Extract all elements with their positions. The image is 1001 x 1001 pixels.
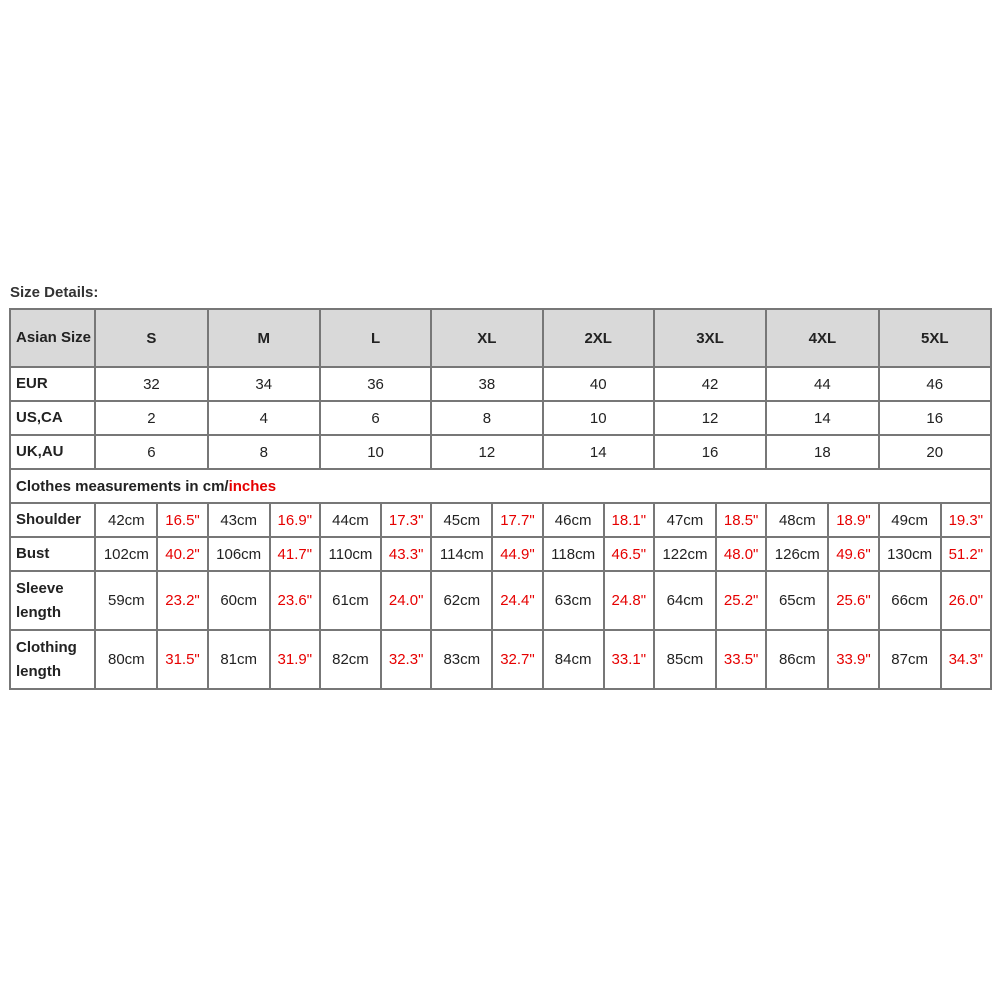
table-cell-inch: 31.9" <box>270 630 320 689</box>
table-cell-cm: 65cm <box>766 571 828 630</box>
table-row-clothing-length <box>10 630 991 689</box>
table-cell: 36 <box>320 367 431 401</box>
table-cell-cm: 46cm <box>543 503 604 537</box>
table-cell-cm: 43cm <box>208 503 270 537</box>
table-cell-cm: 48cm <box>766 503 828 537</box>
table-cell-cm: 102cm <box>95 537 157 571</box>
table-cell-cm: 49cm <box>879 503 941 537</box>
table-cell-inch: 49.6" <box>828 537 878 571</box>
table-cell-cm: 66cm <box>879 571 941 630</box>
table-cell: 8 <box>431 401 542 435</box>
table-cell: 6 <box>95 435 207 469</box>
table-cell-cm: 118cm <box>543 537 604 571</box>
table-row-us-ca <box>10 401 991 435</box>
measurements-heading-highlight: inches <box>228 477 277 495</box>
table-cell-cm: 87cm <box>879 630 941 689</box>
table-cell: 12 <box>654 401 766 435</box>
table-cell-inch: 25.6" <box>828 571 878 630</box>
size-col-l: L <box>320 309 431 367</box>
table-cell-inch: 26.0" <box>941 571 991 630</box>
table-cell-cm: 82cm <box>320 630 381 689</box>
table-cell-cm: 64cm <box>654 571 716 630</box>
table-cell-cm: 86cm <box>766 630 828 689</box>
table-cell-cm: 63cm <box>543 571 604 630</box>
size-chart-table <box>9 308 992 690</box>
table-cell-inch: 17.7" <box>492 503 542 537</box>
table-cell-inch: 44.9" <box>492 537 542 571</box>
size-col-s: S <box>95 309 207 367</box>
table-cell-inch: 33.1" <box>604 630 654 689</box>
table-cell-inch: 40.2" <box>157 537 207 571</box>
table-cell: 10 <box>320 435 431 469</box>
header-label: Asian Size <box>10 309 95 367</box>
table-cell-cm: 62cm <box>431 571 492 630</box>
table-cell-inch: 24.0" <box>381 571 431 630</box>
table-cell-inch: 25.2" <box>716 571 766 630</box>
table-cell-inch: 32.3" <box>381 630 431 689</box>
table-cell-cm: 61cm <box>320 571 381 630</box>
table-cell-cm: 114cm <box>431 537 492 571</box>
table-cell-cm: 45cm <box>431 503 492 537</box>
table-cell-inch: 17.3" <box>381 503 431 537</box>
measurements-heading-row <box>10 469 991 503</box>
row-label: US,CA <box>10 401 95 435</box>
table-cell: 38 <box>431 367 542 401</box>
table-cell: 18 <box>766 435 878 469</box>
row-label: Sleeve length <box>10 571 95 630</box>
table-cell-cm: 85cm <box>654 630 716 689</box>
table-cell: 16 <box>654 435 766 469</box>
table-cell-inch: 48.0" <box>716 537 766 571</box>
table-cell: 2 <box>95 401 207 435</box>
size-col-2xl: 2XL <box>543 309 654 367</box>
measurements-heading-prefix: Clothes measurements in cm/ <box>16 477 229 495</box>
table-cell-inch: 23.6" <box>270 571 320 630</box>
size-col-3xl: 3XL <box>654 309 766 367</box>
table-cell: 42 <box>654 367 766 401</box>
table-cell-inch: 41.7" <box>270 537 320 571</box>
table-cell-inch: 24.4" <box>492 571 542 630</box>
table-cell-inch: 18.5" <box>716 503 766 537</box>
table-cell: 32 <box>95 367 207 401</box>
table-cell-inch: 51.2" <box>941 537 991 571</box>
table-cell-inch: 19.3" <box>941 503 991 537</box>
table-cell-cm: 44cm <box>320 503 381 537</box>
table-cell-inch: 43.3" <box>381 537 431 571</box>
page-title: Size Details: <box>10 284 99 301</box>
table-cell: 14 <box>766 401 878 435</box>
table-cell: 20 <box>879 435 991 469</box>
table-cell-inch: 16.5" <box>157 503 207 537</box>
table-cell: 14 <box>543 435 654 469</box>
size-col-4xl: 4XL <box>766 309 878 367</box>
size-col-5xl: 5XL <box>879 309 991 367</box>
table-cell: 8 <box>208 435 320 469</box>
row-label: Shoulder <box>10 503 95 537</box>
table-row-bust <box>10 537 991 571</box>
size-col-m: M <box>208 309 320 367</box>
size-col-xl: XL <box>431 309 542 367</box>
row-label: Clothing length <box>10 630 95 689</box>
table-cell-inch: 16.9" <box>270 503 320 537</box>
table-cell-inch: 18.9" <box>828 503 878 537</box>
table-cell-inch: 34.3" <box>941 630 991 689</box>
table-cell-cm: 110cm <box>320 537 381 571</box>
table-cell-cm: 47cm <box>654 503 716 537</box>
table-cell-inch: 33.5" <box>716 630 766 689</box>
table-cell-inch: 23.2" <box>157 571 207 630</box>
table-cell: 4 <box>208 401 320 435</box>
table-row-eur <box>10 367 991 401</box>
table-cell-cm: 42cm <box>95 503 157 537</box>
table-cell: 16 <box>879 401 991 435</box>
table-cell: 12 <box>431 435 542 469</box>
table-cell-cm: 122cm <box>654 537 716 571</box>
table-row-uk-au <box>10 435 991 469</box>
table-cell-cm: 60cm <box>208 571 270 630</box>
table-cell-cm: 130cm <box>879 537 941 571</box>
table-row-shoulder <box>10 503 991 537</box>
table-cell-cm: 83cm <box>431 630 492 689</box>
table-cell: 46 <box>879 367 991 401</box>
table-cell-cm: 106cm <box>208 537 270 571</box>
table-cell-cm: 81cm <box>208 630 270 689</box>
row-label: EUR <box>10 367 95 401</box>
table-cell-inch: 46.5" <box>604 537 654 571</box>
table-cell-cm: 59cm <box>95 571 157 630</box>
size-header-row <box>10 309 991 367</box>
table-cell: 10 <box>543 401 654 435</box>
table-cell: 44 <box>766 367 878 401</box>
table-cell: 6 <box>320 401 431 435</box>
table-cell-inch: 31.5" <box>157 630 207 689</box>
table-cell-cm: 84cm <box>543 630 604 689</box>
table-cell-cm: 80cm <box>95 630 157 689</box>
table-row-sleeve-length <box>10 571 991 630</box>
table-cell: 34 <box>208 367 320 401</box>
table-cell: 40 <box>543 367 654 401</box>
table-cell-cm: 126cm <box>766 537 828 571</box>
table-cell-inch: 33.9" <box>828 630 878 689</box>
table-cell-inch: 18.1" <box>604 503 654 537</box>
table-cell-inch: 32.7" <box>492 630 542 689</box>
table-cell-inch: 24.8" <box>604 571 654 630</box>
row-label: Bust <box>10 537 95 571</box>
row-label: UK,AU <box>10 435 95 469</box>
measurements-heading <box>10 469 991 503</box>
